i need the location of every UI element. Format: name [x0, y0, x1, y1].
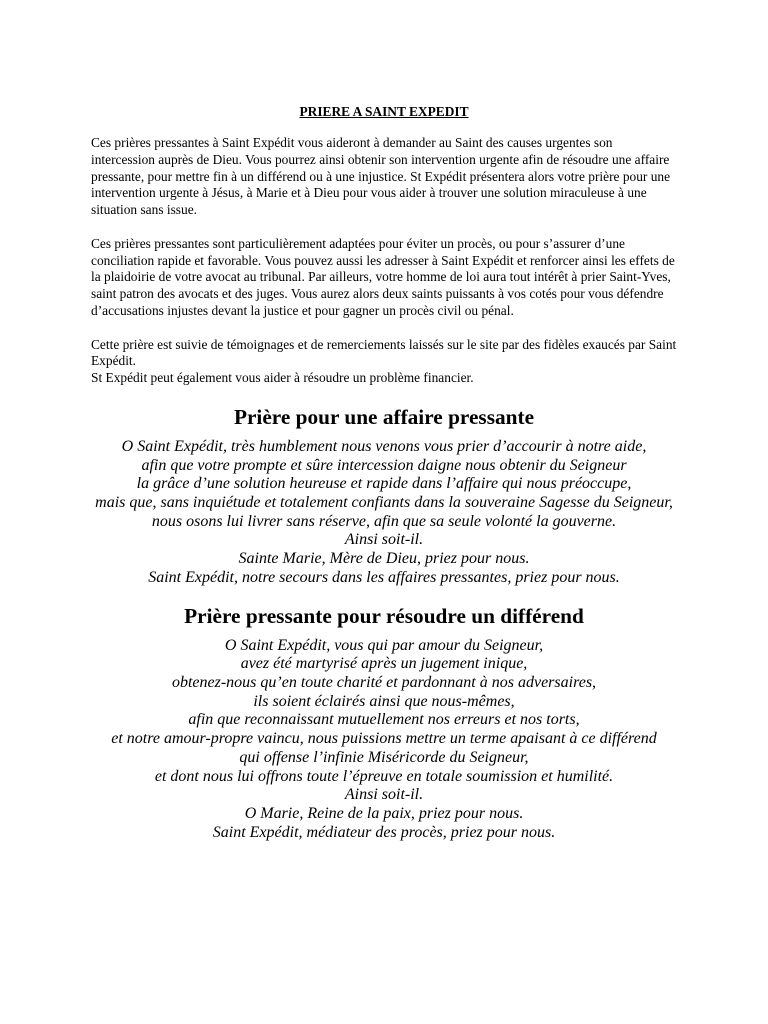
prayer-line: et notre amour-propre vaincu, nous puissions mettre un terme apaisant à ce différend [111, 730, 657, 748]
prayer-line: O Marie, Reine de la paix, priez pour nous. [244, 804, 524, 822]
prayer-line: Saint Expédit, notre secours dans les affaires pressantes, priez pour nous. [148, 568, 620, 586]
prayer-heading: Prière pour une affaire pressante [233, 404, 535, 429]
prayer-line: afin que votre prompte et sûre intercession daigne nous obtenir du Seigneur [141, 456, 627, 474]
prayer-line: et dont nous lui offrons toute l’épreuve en totale soumission et humilité. [154, 767, 614, 785]
prayer-line: nous osons lui livrer sans réserve, afin que sa seule volonté la gouverne. [151, 512, 617, 530]
intro-paragraph: Ces prières pressantes sont particulièrement adaptées pour éviter un procès, ou pour s’assurer d’une conciliation rapide et favorable. Vous pouvez aussi les adresser à Saint Expédit et renforcer ainsi les effets de la plaidoirie de votre avocat au tribunal. Par ailleurs, votre homme de loi aura tout intérêt à prier Saint-Yves, saint patron des avocats et des juges. Vous aurez alors deux saints puissants à vos cotés pour vous défendre d’accusations injustes devant la justice et pour gagner un procès civil ou pénal. [91, 235, 675, 318]
prayer-text [91, 438, 677, 588]
prayer-line: afin que reconnaissant mutuellement nos erreurs et nos torts, [188, 711, 580, 729]
prayer-line: ils soient éclairés ainsi que nous-mêmes, [253, 692, 515, 710]
intro-paragraph: Ces prières pressantes à Saint Expédit vous aideront à demander au Saint des causes urgentes son intercession auprès de Dieu. Vous pourrez ainsi obtenir son intervention urgente afin de résoudre une affaire pressante, pour mettre fin à un différend ou à une injustice. St Expédit présentera alors votre prière pour une intervention urgente à Jésus, à Marie et à Dieu pour vous aider à trouver une solution miraculeuse à une situation sans issue. [91, 135, 671, 218]
prayer-line: O Saint Expédit, vous qui par amour du Seigneur, [224, 636, 544, 654]
prayer-text [91, 637, 677, 843]
prayer-heading: Prière pressante pour résoudre un différend [184, 603, 584, 628]
intro-paragraph: St Expédit peut également vous aider à résoudre un problème financier. [91, 370, 474, 386]
prayer-line: Saint Expédit, médiateur des procès, priez pour nous. [212, 823, 556, 841]
prayer-line: O Saint Expédit, très humblement nous venons vous prier d’accourir à notre aide, [121, 437, 647, 455]
prayer-line: la grâce d’une solution heureuse et rapide dans l’affaire qui nous préoccupe, [136, 475, 632, 493]
document-page [91, 103, 677, 842]
prayer-line: Ainsi soit-il. [344, 786, 424, 804]
prayer-line: avez été martyrisé après un jugement inique, [240, 655, 528, 673]
intro-paragraph: Cette prière est suivie de témoignages et de remerciements laissés sur le site par des fidèles exaucés par Saint Expédit. [91, 336, 677, 369]
prayer-line: Ainsi soit-il. [344, 531, 424, 549]
prayer-line: qui offense l’infinie Miséricorde du Seigneur, [239, 748, 529, 766]
prayer-line: mais que, sans inquiétude et totalement confiants dans la souveraine Sagesse du Seigneur, [95, 494, 673, 512]
prayer-line: obtenez-nous qu’en toute charité et pardonnant à nos adversaires, [171, 673, 597, 691]
document-title: PRIERE A SAINT EXPEDIT [299, 104, 469, 119]
prayer-line: Sainte Marie, Mère de Dieu, priez pour nous. [238, 550, 530, 568]
